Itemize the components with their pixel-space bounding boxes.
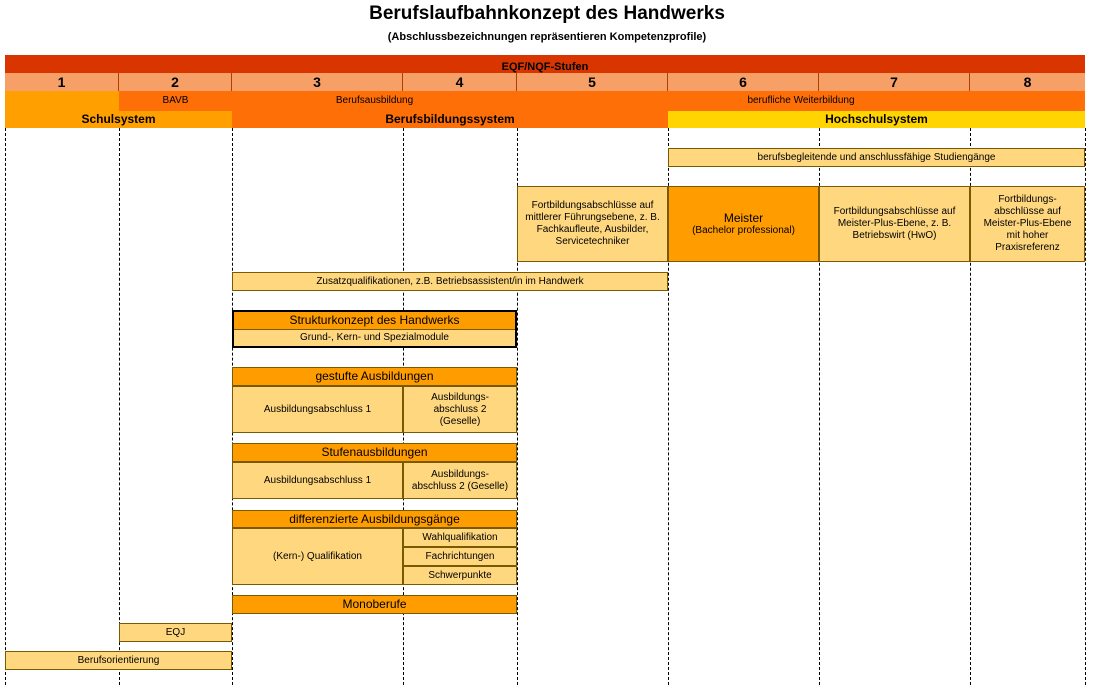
schulsystem-upper-band [5,91,119,111]
level-number: 7 [819,73,970,91]
schwerpunkte-box: Schwerpunkte [403,566,517,585]
level-number: 4 [403,73,517,91]
studiengaenge-box: berufsbegleitende und anschlussfähige Studiengänge [668,148,1085,167]
gestufte-ausbildungen-title: gestufte Ausbildungen [232,367,517,386]
level-number: 6 [668,73,819,91]
strukturkonzept-group [232,310,517,348]
schulsystem-label: Schulsystem [5,111,232,128]
gestufte-abschluss-2: Ausbildungs-abschluss 2 (Geselle) [403,386,517,433]
gestufte-abschluss-1: Ausbildungsabschluss 1 [232,386,403,433]
stufenausbildungen-title: Stufenausbildungen [232,443,517,462]
hochschulsystem-label: Hochschulsystem [668,111,1085,128]
berufsausbildung-label: Berufsausbildung [232,91,517,111]
zusatzqualifikationen-box: Zusatzqualifikationen, z.B. Betriebsassistent/in im Handwerk [232,272,668,291]
bavb-label: BAVB [119,91,232,111]
berufsbildungssystem-label: Berufsbildungssystem [232,111,668,128]
level-number: 2 [119,73,232,91]
weiterbildung-label: berufliche Weiterbildung [517,91,1085,111]
meister-subtitle: (Bachelor professional) [692,225,795,237]
eqj-box: EQJ [119,623,232,642]
meister-box [668,186,819,262]
fortbildung-meister-plus-box: Fortbildungsabschlüsse auf Meister-Plus-Ebene, z. B. Betriebswirt (HwO) [819,186,970,262]
column-guide [1085,128,1086,685]
wahlqualifikation-box: Wahlqualifikation [403,528,517,547]
fortbildung-mittlere-ebene-box: Fortbildungsabschlüsse auf mittlerer Führungsebene, z. B. Fachkaufleute, Ausbilder, Servicetechniker [517,186,668,262]
column-guide [5,128,6,685]
eqf-label: EQF/NQF-Stufen [501,60,589,73]
eqf-header-bar [5,55,1085,73]
column-guide [119,128,120,685]
berufsorientierung-box: Berufsorientierung [5,651,232,670]
fortbildung-praxisreferenz-box: Fortbildungs-abschlüsse auf Meister-Plus-Ebene mit hoher Praxisreferenz [970,186,1085,262]
page-title: Berufslaufbahnkonzept des Handwerks [369,3,725,24]
level-number: 5 [517,73,668,91]
stufen-abschluss-2: Ausbildungs-abschluss 2 (Geselle) [403,462,517,499]
monoberufe-box: Monoberufe [232,595,517,614]
level-number: 1 [5,73,119,91]
kern-qualifikation-box: (Kern-) Qualifikation [232,528,403,585]
level-number: 8 [970,73,1085,91]
strukturkonzept-title: Strukturkonzept des Handwerks [234,312,515,330]
fachrichtungen-box: Fachrichtungen [403,547,517,566]
strukturkonzept-modules: Grund-, Kern- und Spezialmodule [234,330,515,346]
level-number: 3 [232,73,403,91]
differenzierte-ausbildungsgaenge-title: differenzierte Ausbildungsgänge [232,510,517,528]
meister-title: Meister [723,210,764,225]
stufen-abschluss-1: Ausbildungsabschluss 1 [232,462,403,499]
page-subtitle: (Abschlussbezeichnungen repräsentieren Kompetenzprofile) [387,31,707,43]
